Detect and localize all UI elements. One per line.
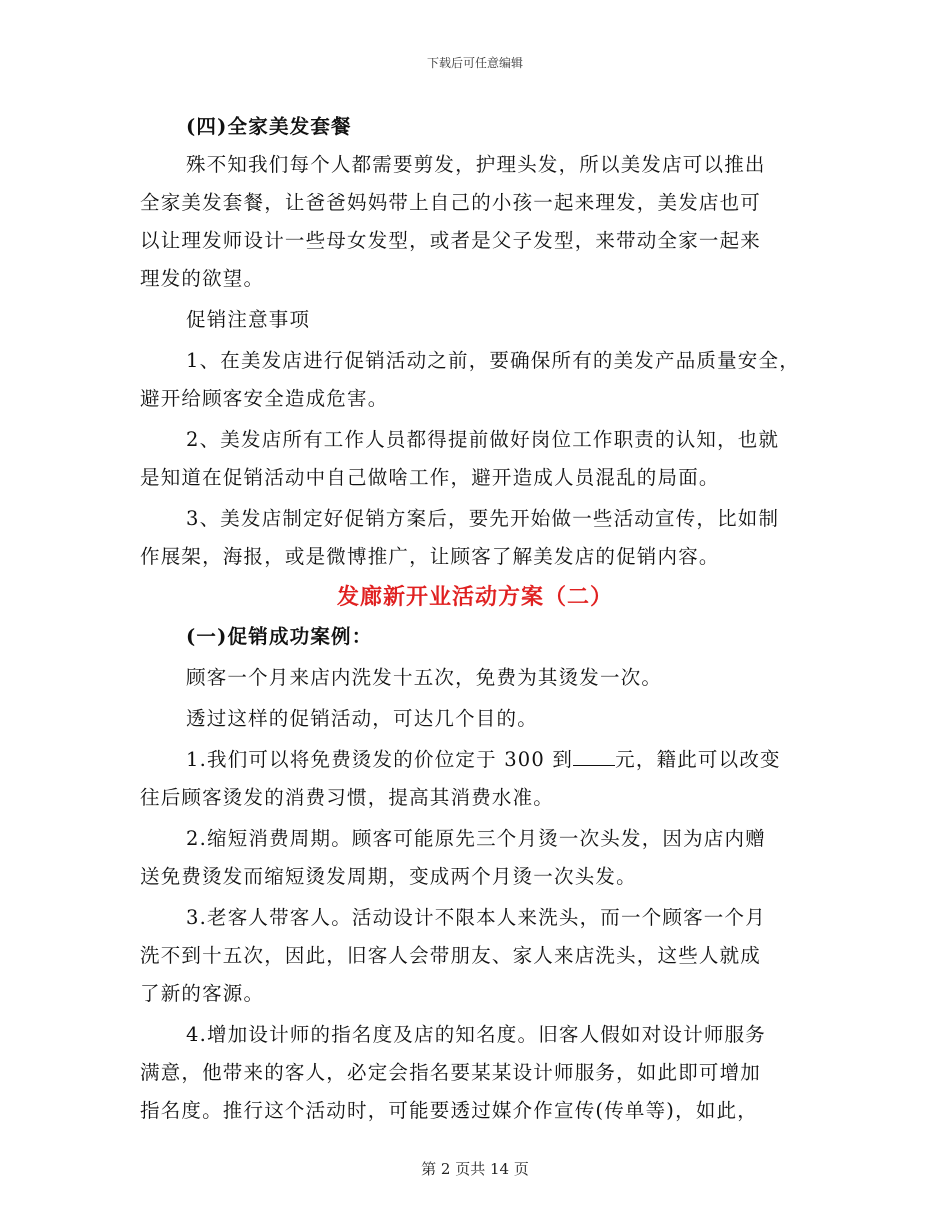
paragraph-line: 理发的欲望。 xyxy=(140,267,265,290)
point-2-line: 2.缩短消费周期。顾客可能原先三个月烫一次头发，因为店内赠 xyxy=(186,827,766,850)
paragraph-line: 透过这样的促销活动，可达几个目的。 xyxy=(186,707,538,730)
note-item-2-line: 是知道在促销活动中自己做啥工作，避开造成人员混乱的局面。 xyxy=(140,466,720,489)
note-item-3-line: 3、美发店制定好促销方案后，要先开始做一些活动宣传，比如制 xyxy=(186,507,780,530)
section-title-success-case: (一)促销成功案例： xyxy=(186,625,373,648)
point-1-text-b: 元，籍此可以改变 xyxy=(615,748,781,771)
point-1-line xyxy=(140,741,820,779)
paragraph-line: 以让理发师设计一些母女发型，或者是父子发型，来带动全家一起来 xyxy=(140,229,762,252)
section-title-family-package: (四)全家美发套餐 xyxy=(186,115,352,138)
paragraph-line: 殊不知我们每个人都需要剪发，护理头发，所以美发店可以推出 xyxy=(186,153,766,176)
paragraph-line: 全家美发套餐，让爸爸妈妈带上自己的小孩一起来理发，美发店也可 xyxy=(140,191,762,214)
note-item-2-line: 2、美发店所有工作人员都得提前做好岗位工作职责的认知，也就 xyxy=(186,428,780,451)
point-3-line: 洗不到十五次，因此，旧客人会带朋友、家人来店洗头，这些人就成 xyxy=(140,944,762,967)
note-item-1-line: 1、在美发店进行促销活动之前，要确保所有的美发产品质量安全， xyxy=(186,349,800,372)
document-body xyxy=(140,108,820,1130)
point-4-line: 指名度。推行这个活动时，可能要透过媒介作宣传(传单等)，如此， xyxy=(140,1099,758,1122)
note-item-3-line: 作展架，海报，或是微博推广，让顾客了解美发店的促销内容。 xyxy=(140,545,720,568)
page-header: 下载后可任意编辑 xyxy=(426,56,523,70)
note-item-1-line: 避开给顾客安全造成危害。 xyxy=(140,387,389,410)
point-4-line: 4.增加设计师的指名度及店的知名度。旧客人假如对设计师服务 xyxy=(186,1023,766,1046)
page-footer: 第 2 页共 14 页 xyxy=(421,1160,529,1178)
point-2-line: 送免费烫发而缩短烫发周期，变成两个月烫一次头发。 xyxy=(140,865,637,888)
paragraph-line: 顾客一个月来店内洗发十五次，免费为其烫发一次。 xyxy=(186,666,663,689)
section-title-notes: 促销注意事项 xyxy=(186,308,311,331)
point-4-line: 满意，他带来的客人，必定会指名要某某设计师服务，如此即可增加 xyxy=(140,1061,762,1084)
point-3-line: 3.老客人带客人。活动设计不限本人来洗头，而一个顾客一个月 xyxy=(186,906,766,929)
plan-two-heading: 发廊新开业活动方案（二） xyxy=(336,584,613,610)
fill-in-blank xyxy=(573,747,615,766)
point-1-text-a: 1.我们可以将免费烫发的价位定于 300 到 xyxy=(186,748,574,771)
point-3-line: 了新的客源。 xyxy=(140,982,265,1005)
point-1-line: 往后顾客烫发的消费习惯，提高其消费水准。 xyxy=(140,786,555,809)
